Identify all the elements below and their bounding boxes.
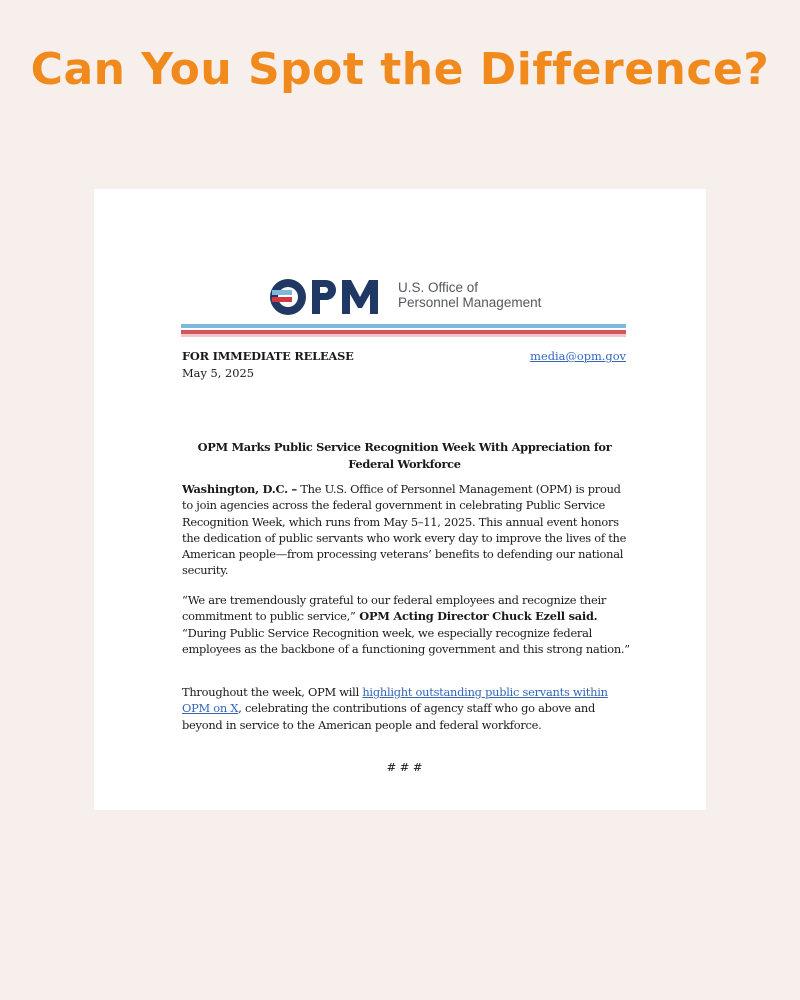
dateline: Washington, D.C. – — [182, 482, 297, 496]
press-release-document — [94, 189, 706, 810]
closing-text-end: , celebrating the contributions of agency staff who go above and beyond in service to the American people and federal workforce. — [182, 701, 596, 732]
release-label: FOR IMMEDIATE RELEASE — [182, 349, 354, 363]
agency-name — [398, 280, 541, 310]
letterhead-stripes — [181, 324, 626, 337]
release-date: May 5, 2025 — [182, 366, 254, 380]
quote-part-1: “We are tremendously grateful to our federal employees and recognize their commitment to public service,” — [182, 593, 607, 624]
paragraph-intro — [182, 481, 632, 579]
opm-logo — [270, 277, 540, 317]
page-headline: Can You Spot the Difference? — [30, 44, 770, 95]
end-mark: # # # — [386, 760, 423, 774]
release-title: OPM Marks Public Service Recognition Week With Appreciation for Federal Workforce — [197, 440, 612, 471]
quote-part-2: “During Public Service Recognition week, we especially recognize federal employees as the backbone of a functioning government and this strong nation.” — [182, 625, 630, 656]
agency-name-line1: U.S. Office of — [398, 280, 479, 295]
opm-wordmark-icon — [270, 277, 395, 317]
agency-name-line2: Personnel Management — [398, 295, 542, 310]
quote-attribution: OPM Acting Director Chuck Ezell said. — [355, 609, 598, 624]
paragraph-intro-text: The U.S. Office of Personnel Management (OPM) is proud to join agencies across the federal government in celebrating Public Service Recognition Week, which runs from May 5–11, 2025. This annual event honors the dedication of public servants who work every day to improve the lives of the American people—from processing veterans’ benefits to defending our national security. — [182, 482, 627, 578]
closing-text-start: Throughout the week, OPM will — [182, 685, 363, 699]
paragraph-quote — [182, 592, 632, 657]
opm-on-x-link[interactable]: highlight outstanding public servants within OPM on X — [182, 685, 608, 716]
paragraph-closing — [182, 684, 632, 733]
media-contact-link[interactable]: media@opm.gov — [530, 349, 626, 363]
